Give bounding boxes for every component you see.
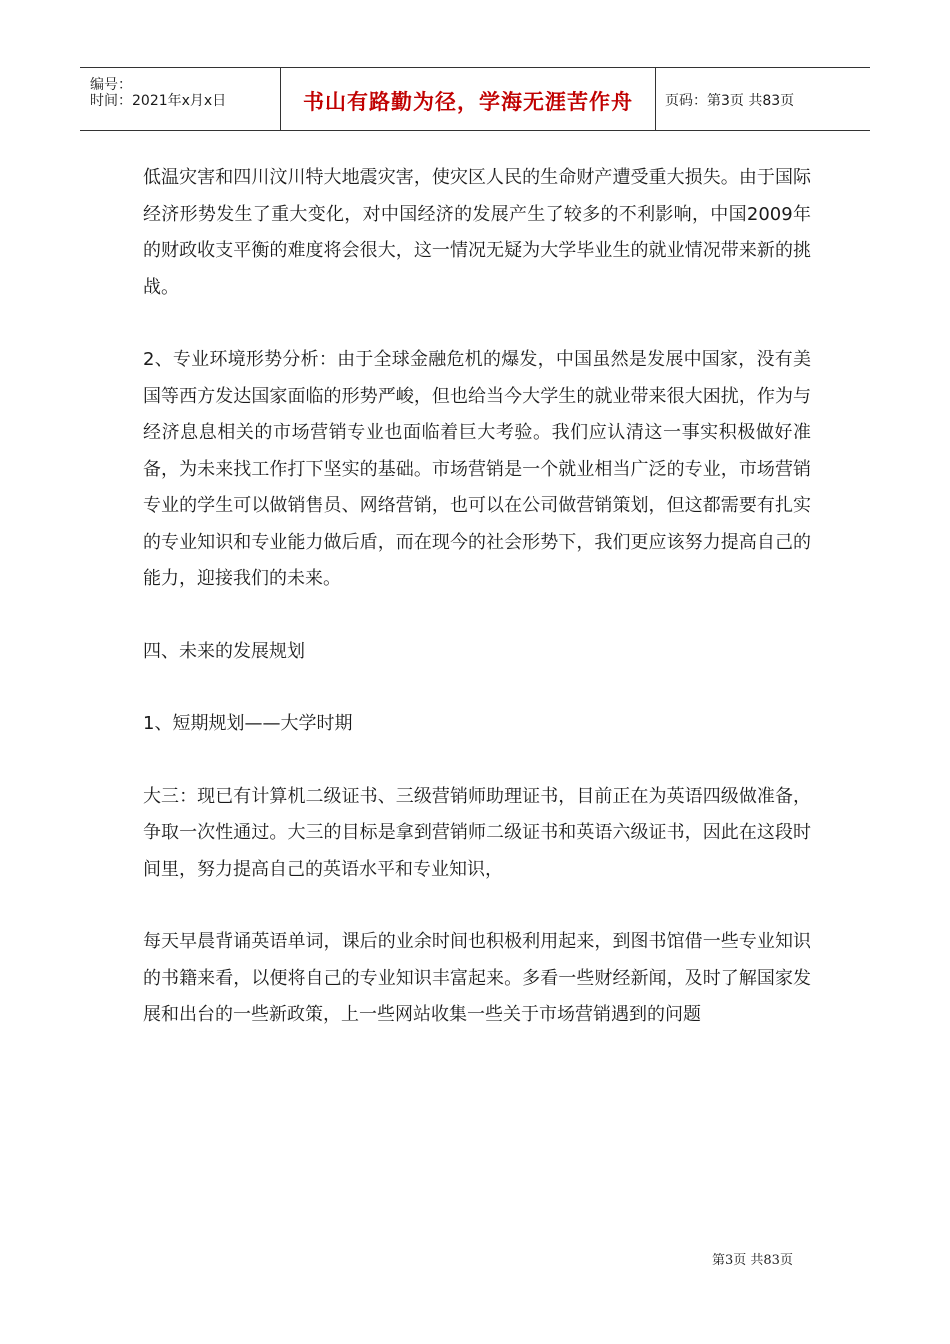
header-page-cell — [655, 68, 870, 130]
document-body — [143, 160, 811, 1034]
body-paragraph: 低温灾害和四川汶川特大地震灾害，使灾区人民的生命财产遭受重大损失。由于国际经济形势发生了重大变化，对中国经济的发展产生了较多的不利影响，中国2009年的财政收支平衡的难度将会很大，这一情况无疑为大学毕业生的就业情况带来新的挑战。 — [143, 167, 811, 298]
subsection-heading: 1、短期规划——大学时期 — [143, 713, 353, 734]
body-paragraph: 2、专业环境形势分析：由于全球金融危机的爆发，中国虽然是发展中国家，没有美国等西方发达国家面临的形势严峻，但也给当今大学生的就业带来很大困扰，作为与经济息息相关的市场营销专业也面临着巨大考验。我们应认清这一事实积极做好准备，为未来找工作打下坚实的基础。市场营销是一个就业相当广泛的专业，市场营销专业的学生可以做销售员、网络营销，也可以在公司做营销策划，但这都需要有扎实的专业知识和专业能力做后盾，而在现今的社会形势下，我们更应该努力提高自己的能力，迎接我们的未来。 — [143, 349, 811, 589]
document-header — [80, 67, 870, 131]
header-page-code: 页码：第3页 共83页 — [665, 93, 795, 109]
body-paragraph: 每天早晨背诵英语单词，课后的业余时间也积极利用起来，到图书馆借一些专业知识的书籍来看，以便将自己的专业知识丰富起来。多看一些财经新闻，及时了解国家发展和出台的一些新政策，上一些网站收集一些关于市场营销遇到的问题 — [143, 931, 811, 1025]
body-paragraph: 大三：现已有计算机二级证书、三级营销师助理证书，目前正在为英语四级做准备，争取一次性通过。大三的目标是拿到营销师二级证书和英语六级证书，因此在这段时间里，努力提高自己的英语水平和专业知识， — [143, 785, 811, 880]
header-motto-cell — [280, 68, 656, 130]
page-footer: 第3页 共83页 — [712, 1253, 793, 1268]
document-number-label: 编号： — [90, 77, 132, 93]
document-time-label: 时间：2021年x月x日 — [90, 93, 227, 109]
header-meta-cell — [80, 68, 280, 130]
section-heading: 四、未来的发展规划 — [143, 640, 305, 662]
header-motto: 书山有路勤为径，学海无涯苦作舟 — [303, 90, 633, 114]
